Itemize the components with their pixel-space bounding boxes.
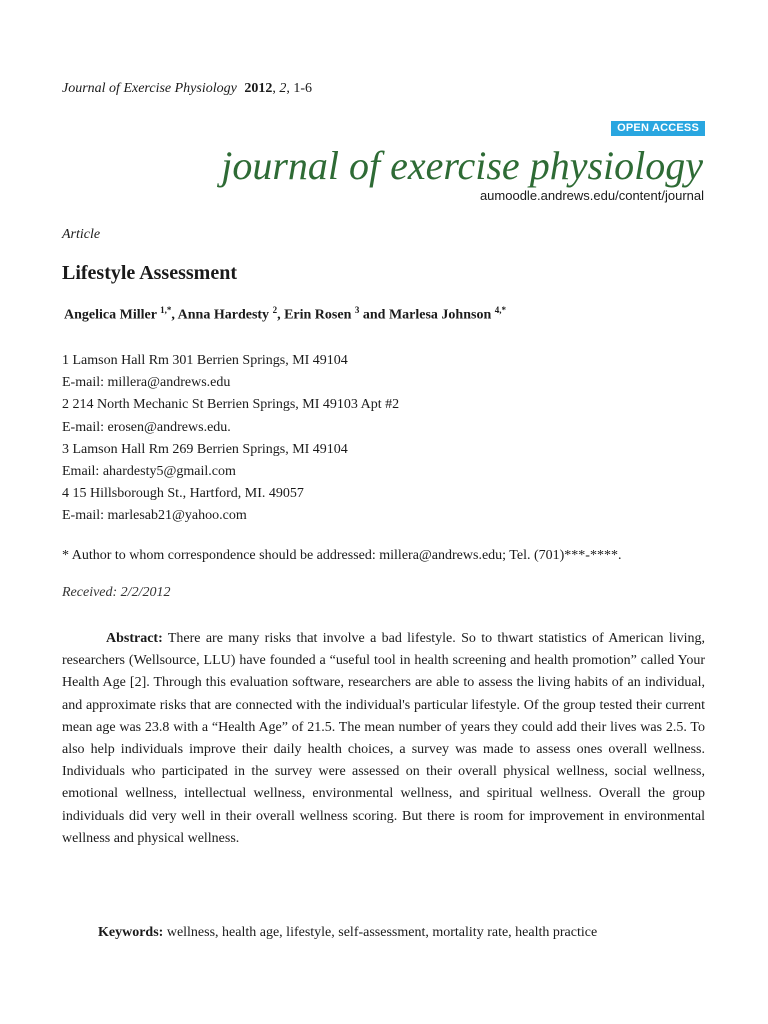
article-title: Lifestyle Assessment — [62, 262, 237, 284]
author-separator: , — [171, 307, 178, 323]
affiliation-line: 4 15 Hillsborough St., Hartford, MI. 49057 — [62, 486, 304, 502]
author-separator: , — [277, 307, 285, 323]
affiliations — [62, 350, 399, 528]
author-separator: and — [359, 307, 389, 323]
journal-url[interactable]: aumoodle.andrews.edu/content/journal — [479, 188, 704, 203]
affiliation-email[interactable]: E-mail: marlesab21@yahoo.com — [62, 508, 247, 524]
author-affil-mark: 2 — [272, 305, 278, 315]
author-affil-mark: 3 — [354, 305, 360, 315]
author-affil-mark: 1,* — [160, 305, 172, 315]
citation-volume: 2 — [279, 81, 287, 96]
affiliation-email[interactable]: E-mail: millera@andrews.edu — [62, 375, 231, 391]
affiliation-line: 1 Lamson Hall Rm 301 Berrien Springs, MI 49104 — [62, 353, 348, 368]
citation-pages: , 1-6 — [286, 81, 312, 96]
affiliation-email[interactable]: Email: ahardesty5@gmail.com — [62, 464, 236, 480]
author-name: Erin Rosen — [284, 307, 352, 323]
abstract — [62, 628, 705, 850]
citation-journal: Journal of Exercise Physiology — [62, 81, 237, 96]
abstract-label: Abstract: — [106, 631, 163, 646]
affiliation-email[interactable]: E-mail: erosen@andrews.edu. — [62, 419, 231, 435]
affiliation-line: 3 Lamson Hall Rm 269 Berrien Springs, MI 49104 — [62, 441, 348, 457]
citation-line: Journal of Exercise Physiology 2012, 2, 1-6 — [62, 81, 312, 96]
abstract-text: There are many risks that involve a bad lifestyle. So to thwart statistics of American living, researchers (Wellsource, LLU) have founded a “useful tool in health screening and health promotion” called Your Health Age [2]. Through this evaluation software, researchers are able to assess the living habits of an individual, and approximate risks that are connected with the individual's particular lifestyle. Of the group tested their current mean age was 23.8 with a “Health Age” of 21.5. The mean number of years they could add their lives was 2.5. To also help individuals improve their daily health choices, a survey was made to assess ones overall wellness. Individuals who participated in the survey were assessed on their overall physical wellness, social wellness, emotional wellness, intellectual wellness, environmental wellness, and spiritual wellness. Overall the group individuals did very well in their overall wellness scoring. But there is room for improvement in environmental wellness and physical wellness. — [62, 631, 705, 846]
author-name: Anna Hardesty — [177, 307, 270, 323]
received-date: Received: 2/2/2012 — [62, 585, 171, 600]
correspondence-note: * Author to whom correspondence should be addressed: millera@andrews.edu; Tel. (701)***-****. — [62, 548, 622, 563]
author-name: Angelica Miller — [64, 307, 157, 323]
keywords — [98, 925, 597, 941]
article-type: Article — [62, 227, 101, 242]
keywords-label: Keywords: — [98, 925, 164, 940]
author-list — [64, 305, 506, 324]
open-access-badge: OPEN ACCESS — [611, 121, 705, 136]
journal-masthead: journal of exercise physiology — [221, 143, 703, 188]
author-affil-mark: 4,* — [494, 305, 506, 315]
citation-year: 2012 — [244, 81, 273, 96]
keywords-text: wellness, health age, lifestyle, self-assessment, mortality rate, health practice — [163, 925, 598, 940]
affiliation-line: 2 214 North Mechanic St Berrien Springs, MI 49103 Apt #2 — [62, 397, 400, 413]
author-name: Marlesa Johnson — [388, 307, 492, 323]
